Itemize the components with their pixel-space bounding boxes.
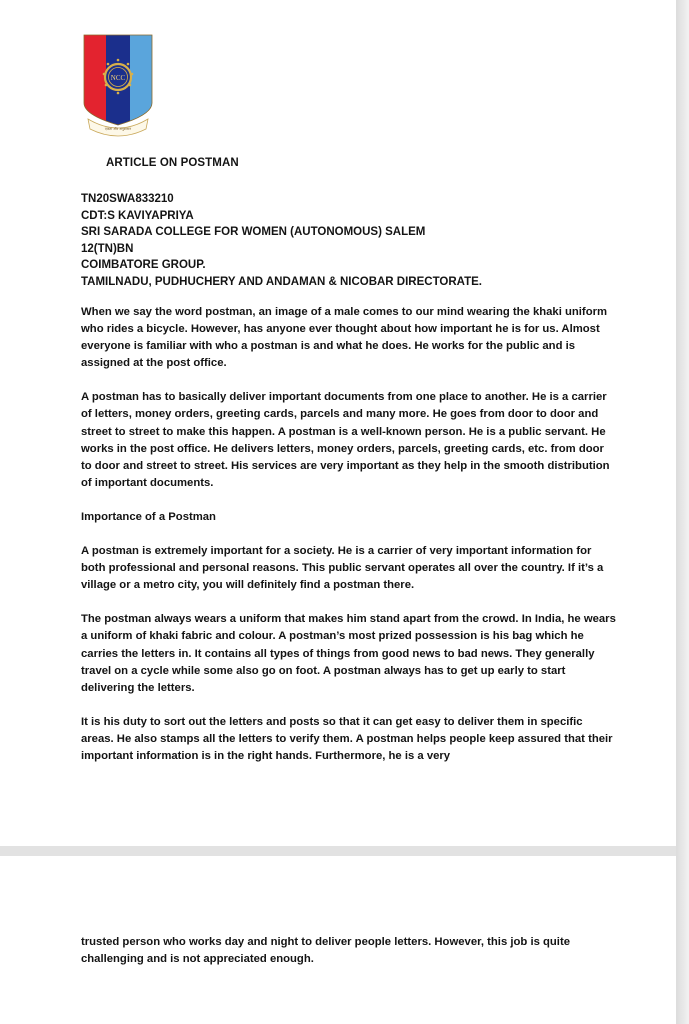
svg-text:एकता और अनुशासन: एकता और अनुशासन xyxy=(104,127,132,131)
battalion: 12(TN)BN xyxy=(81,242,134,255)
paragraph: It is his duty to sort out the letters and posts so that it can get easy to deliver them in specific areas. He also stamps all the letters to verify them. A postman helps people keep assured that their important information is in the right hands. Furthermore, he is a very xyxy=(81,715,613,762)
section-heading: Importance of a Postman xyxy=(81,510,216,523)
author-details xyxy=(81,191,482,291)
page-separator xyxy=(0,846,689,856)
paragraph: A postman is extremely important for a society. He is a carrier of very important information for both professional and personal reasons. This public servant operates all over the country. If it’s a village or a metro city, you will definitely find a postman there. xyxy=(81,545,604,592)
continuation-paragraph: trusted person who works day and night to deliver people letters. However, this job is quite challenging and is not appreciated enough. xyxy=(81,936,570,966)
paragraph: A postman has to basically deliver important documents from one place to another. He is a carrier of letters, money orders, greeting cards, parcels and many more. He goes from door to door and street to street to make this happen. A postman is a well-known person. He is a public servant. He works in the post office. He delivers letters, money orders, parcels, greeting cards, etc. from door to door and street to street. His services are very important as they help in the smooth distribution of important documents. xyxy=(81,391,610,489)
cadet-name: CDT:S KAVIYAPRIYA xyxy=(81,209,194,222)
college-name: SRI SARADA COLLEGE FOR WOMEN (AUTONOMOUS) SALEM xyxy=(81,226,426,239)
article-title: ARTICLE ON POSTMAN xyxy=(106,157,239,169)
cadet-number: TN20SWA833210 xyxy=(81,193,174,205)
paragraph: The postman always wears a uniform that makes him stand apart from the crowd. In India, he wears a uniform of khaki fabric and colour. A postman’s most prized possession is his bag which he carries the letters in. It contains all types of things from good news to bad news. They generally travel on a cycle while some also go on foot. A postman always has to get up early to start delivering the letters. xyxy=(81,613,616,694)
ncc-logo-icon xyxy=(80,33,156,137)
group: COIMBATORE GROUP. xyxy=(81,259,206,272)
scroll-edge xyxy=(676,0,689,1024)
article-body xyxy=(81,304,616,782)
svg-text:NCC: NCC xyxy=(110,74,126,82)
paragraph: When we say the word postman, an image of a male comes to our mind wearing the khaki uniform who rides a bicycle. However, has anyone ever thought about how important he is for us. Almost everyone is familiar with who a postman is and what he does. He works for the public and is assigned at the post office. xyxy=(81,306,608,370)
directorate: TAMILNADU, PUDHUCHERY AND ANDAMAN & NICOBAR DIRECTORATE. xyxy=(81,275,483,288)
